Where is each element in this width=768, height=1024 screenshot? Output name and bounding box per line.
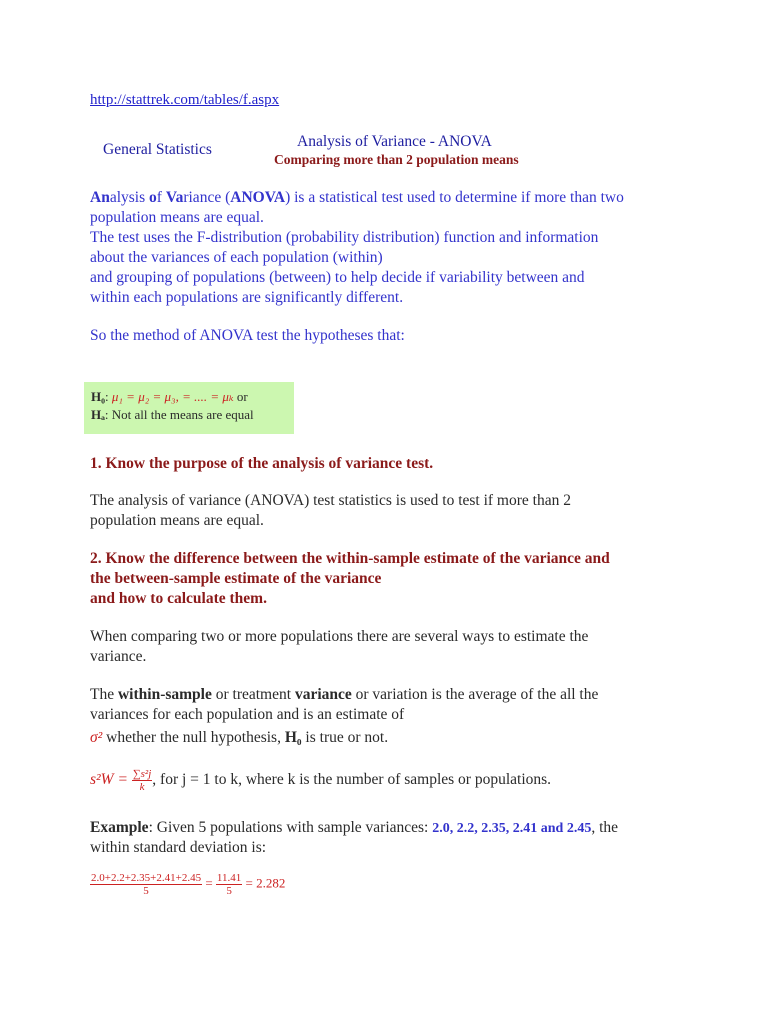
alternative-hypothesis: Hₐ: Not all the means are equal	[91, 407, 254, 422]
intro-line-1: Analysis of Variance (ANOVA) is a statistical test used to determine if more than two	[90, 189, 624, 206]
section-2-heading-1: 2. Know the difference between the within-sample estimate of the variance and	[90, 550, 610, 567]
section-1-body-2: population means are equal.	[90, 512, 264, 529]
general-statistics-label: General Statistics	[103, 141, 212, 158]
within-sample-line-3: σ² whether the null hypothesis, H₀ is true or not.	[90, 729, 389, 746]
within-sample-line-2: variances for each population and is an estimate of	[90, 706, 405, 723]
section-1-body-1: The analysis of variance (ANOVA) test statistics is used to test if more than 2	[90, 492, 571, 509]
page-title: Analysis of Variance - ANOVA	[297, 133, 492, 150]
intro-line-4: about the variances of each population (within)	[90, 249, 383, 266]
page-subtitle: Comparing more than 2 population means	[274, 152, 519, 167]
method-line: So the method of ANOVA test the hypotheses that:	[90, 327, 405, 344]
calc-fraction-2: $\frac{11.41}{5}$	[216, 872, 242, 897]
hypotheses-box	[84, 382, 294, 434]
comparing-line-2: variance.	[90, 648, 147, 665]
formula-fraction: $\frac{\text{∑s²j}}{k}$	[132, 768, 152, 793]
intro-line-3: The test uses the F-distribution (probability distribution) function and information	[90, 229, 599, 246]
null-hypothesis: H₀: μ₁ = μ₂ = μ₃, = .... = μₖ or	[91, 389, 248, 404]
intro-line-6: within each populations are significantly different.	[90, 289, 404, 306]
intro-line-5: and grouping of populations (between) to help decide if variability between and	[90, 269, 585, 286]
example-calculation: $\frac{2.0+2.2+2.35+2.41+2.45}{5}$ = $\frac{11.41}{5} = 2.282$	[91, 872, 286, 897]
within-sample-line-1: The within-sample or treatment variance or variation is the average of the all the	[90, 686, 599, 703]
section-2-heading-3: and how to calculate them.	[90, 590, 267, 607]
source-link[interactable]: http://stattrek.com/tables/f.aspx	[90, 92, 280, 108]
formula-lhs: s²W =	[90, 771, 128, 789]
intro-line-2: population means are equal.	[90, 209, 264, 226]
section-1-heading: 1. Know the purpose of the analysis of variance test.	[90, 455, 434, 472]
example-line-2: within standard deviation is:	[90, 839, 267, 856]
comparing-line-1: When comparing two or more populations there are several ways to estimate the	[90, 628, 589, 645]
calc-fraction-1: $\frac{2.0+2.2+2.35+2.41+2.45}{5}$	[91, 872, 202, 897]
section-2-heading-2: the between-sample estimate of the variance	[90, 570, 382, 587]
within-variance-formula: s²W = $\frac{\text{∑s²j}}{k}$, for j = 1 to k, where k is the number of samples or populations.	[90, 768, 552, 793]
sigma-squared-symbol: σ²	[90, 729, 103, 746]
example-line-1: Example: Given 5 populations with sample variances: 2.0, 2.2, 2.35, 2.41 and 2.45, the	[90, 819, 619, 836]
